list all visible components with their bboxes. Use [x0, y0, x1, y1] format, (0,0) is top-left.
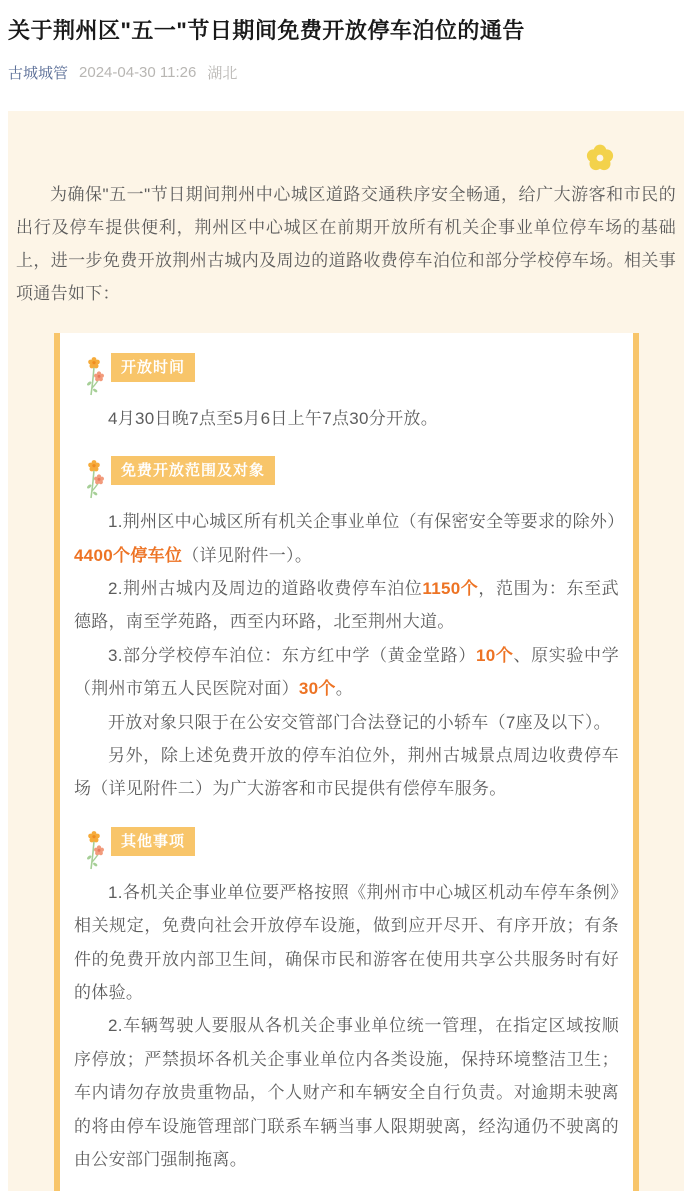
notice-paragraph — [74, 505, 625, 572]
flower-sprig-icon — [86, 830, 104, 870]
section-heading — [74, 456, 619, 499]
paragraph-text: 、原实验中学（荆州市第五人民医院对面） — [74, 645, 619, 699]
section-badge: 其他事项 — [111, 827, 195, 856]
notice-paragraph — [74, 876, 619, 1010]
paragraph-text: 3.部分学校停车泊位：东方红中学（黄金堂路） — [108, 645, 476, 665]
highlight-number: 4400个停车位 — [74, 545, 183, 565]
notice-paragraph — [74, 1009, 619, 1176]
yellow-flower-icon — [586, 144, 614, 172]
paragraph-text: 1.荆州区中心城区所有机关企事业单位（有保密安全等要求的除外） — [108, 512, 625, 532]
highlight-number: 10个 — [475, 645, 514, 665]
notice-paragraph — [74, 572, 619, 639]
publish-region: 湖北 — [207, 64, 238, 82]
section-heading — [74, 353, 619, 396]
intro-paragraph: 为确保"五一"节日期间荆州中心城区道路交通秩序安全畅通，给广大游客和市民的出行及停车提供便利，荆州区中心城区在前期开放所有机关企事业单位停车场的基础上，进一步免费开放荆州古城内及周边的道路收费停车泊位和部分学校停车场。相关事项通告如下： — [16, 184, 676, 303]
paragraph-text: 2.荆州古城内及周边的道路收费停车泊位 — [108, 579, 423, 599]
highlight-number: 30个 — [298, 679, 336, 699]
flower-sprig-icon — [86, 356, 104, 396]
section-badge: 开放时间 — [111, 353, 195, 382]
paragraph-text: 开放对象只限于在公安交管部门合法登记的小轿车（7座及以下）。 — [108, 712, 611, 732]
highlight-number: 1150个 — [422, 579, 479, 599]
notice-paragraph — [74, 402, 619, 435]
paragraph-text: 2.车辆驾驶人要服从各机关企事业单位统一管理，在指定区域按顺序停放；严禁损坏各机关企事业单位内各类设施，保持环境整洁卫生；车内请勿存放贵重物品，个人财产和车辆安全自行负责。对逾期未驶离的将由停车设施管理部门联系车辆当事人限期驶离，经沟通仍不驶离的由公安部门强制拖离。 — [74, 1016, 619, 1170]
paragraph-text: 。 — [335, 679, 354, 699]
notice-paragraph — [74, 739, 619, 806]
paragraph-text: （详见附件一）。 — [182, 545, 313, 565]
notice-paragraph — [74, 706, 619, 739]
article-body — [8, 111, 684, 1191]
notice-paragraph — [74, 639, 619, 706]
paragraph-text: 1.各机关企事业单位要严格按照《荆州市中心城区机动车停车条例》相关规定，免费向社会开放停车设施，做到应开尽开、有序开放；有条件的免费开放内部卫生间，确保市民和游客在使用共享公共服务时有好的体验。 — [74, 882, 619, 1003]
publish-time: 2024-04-30 11:26 — [79, 63, 197, 81]
paragraph-text: 4月30日晚7点至5月6日上午7点30分开放。 — [108, 408, 438, 428]
paragraph-text: ，范围为：东至武德路，南至学苑路，西至内环路，北至荆州大道。 — [74, 579, 619, 632]
section-badge: 免费开放范围及对象 — [111, 456, 275, 485]
paragraph-text: 另外，除上述免费开放的停车泊位外，荆州古城景点周边收费停车场（详见附件二）为广大游客和市民提供有偿停车服务。 — [74, 746, 619, 799]
author-link[interactable]: 古城城管 — [8, 64, 69, 82]
article-meta — [8, 62, 684, 83]
notice-sections — [74, 353, 625, 1177]
notice-box — [54, 333, 639, 1191]
page-title: 关于荆州区"五一"节日期间免费开放停车泊位的通告 — [8, 18, 525, 43]
flower-sprig-icon — [86, 459, 104, 499]
section-heading — [74, 827, 619, 870]
article-header — [0, 0, 692, 83]
